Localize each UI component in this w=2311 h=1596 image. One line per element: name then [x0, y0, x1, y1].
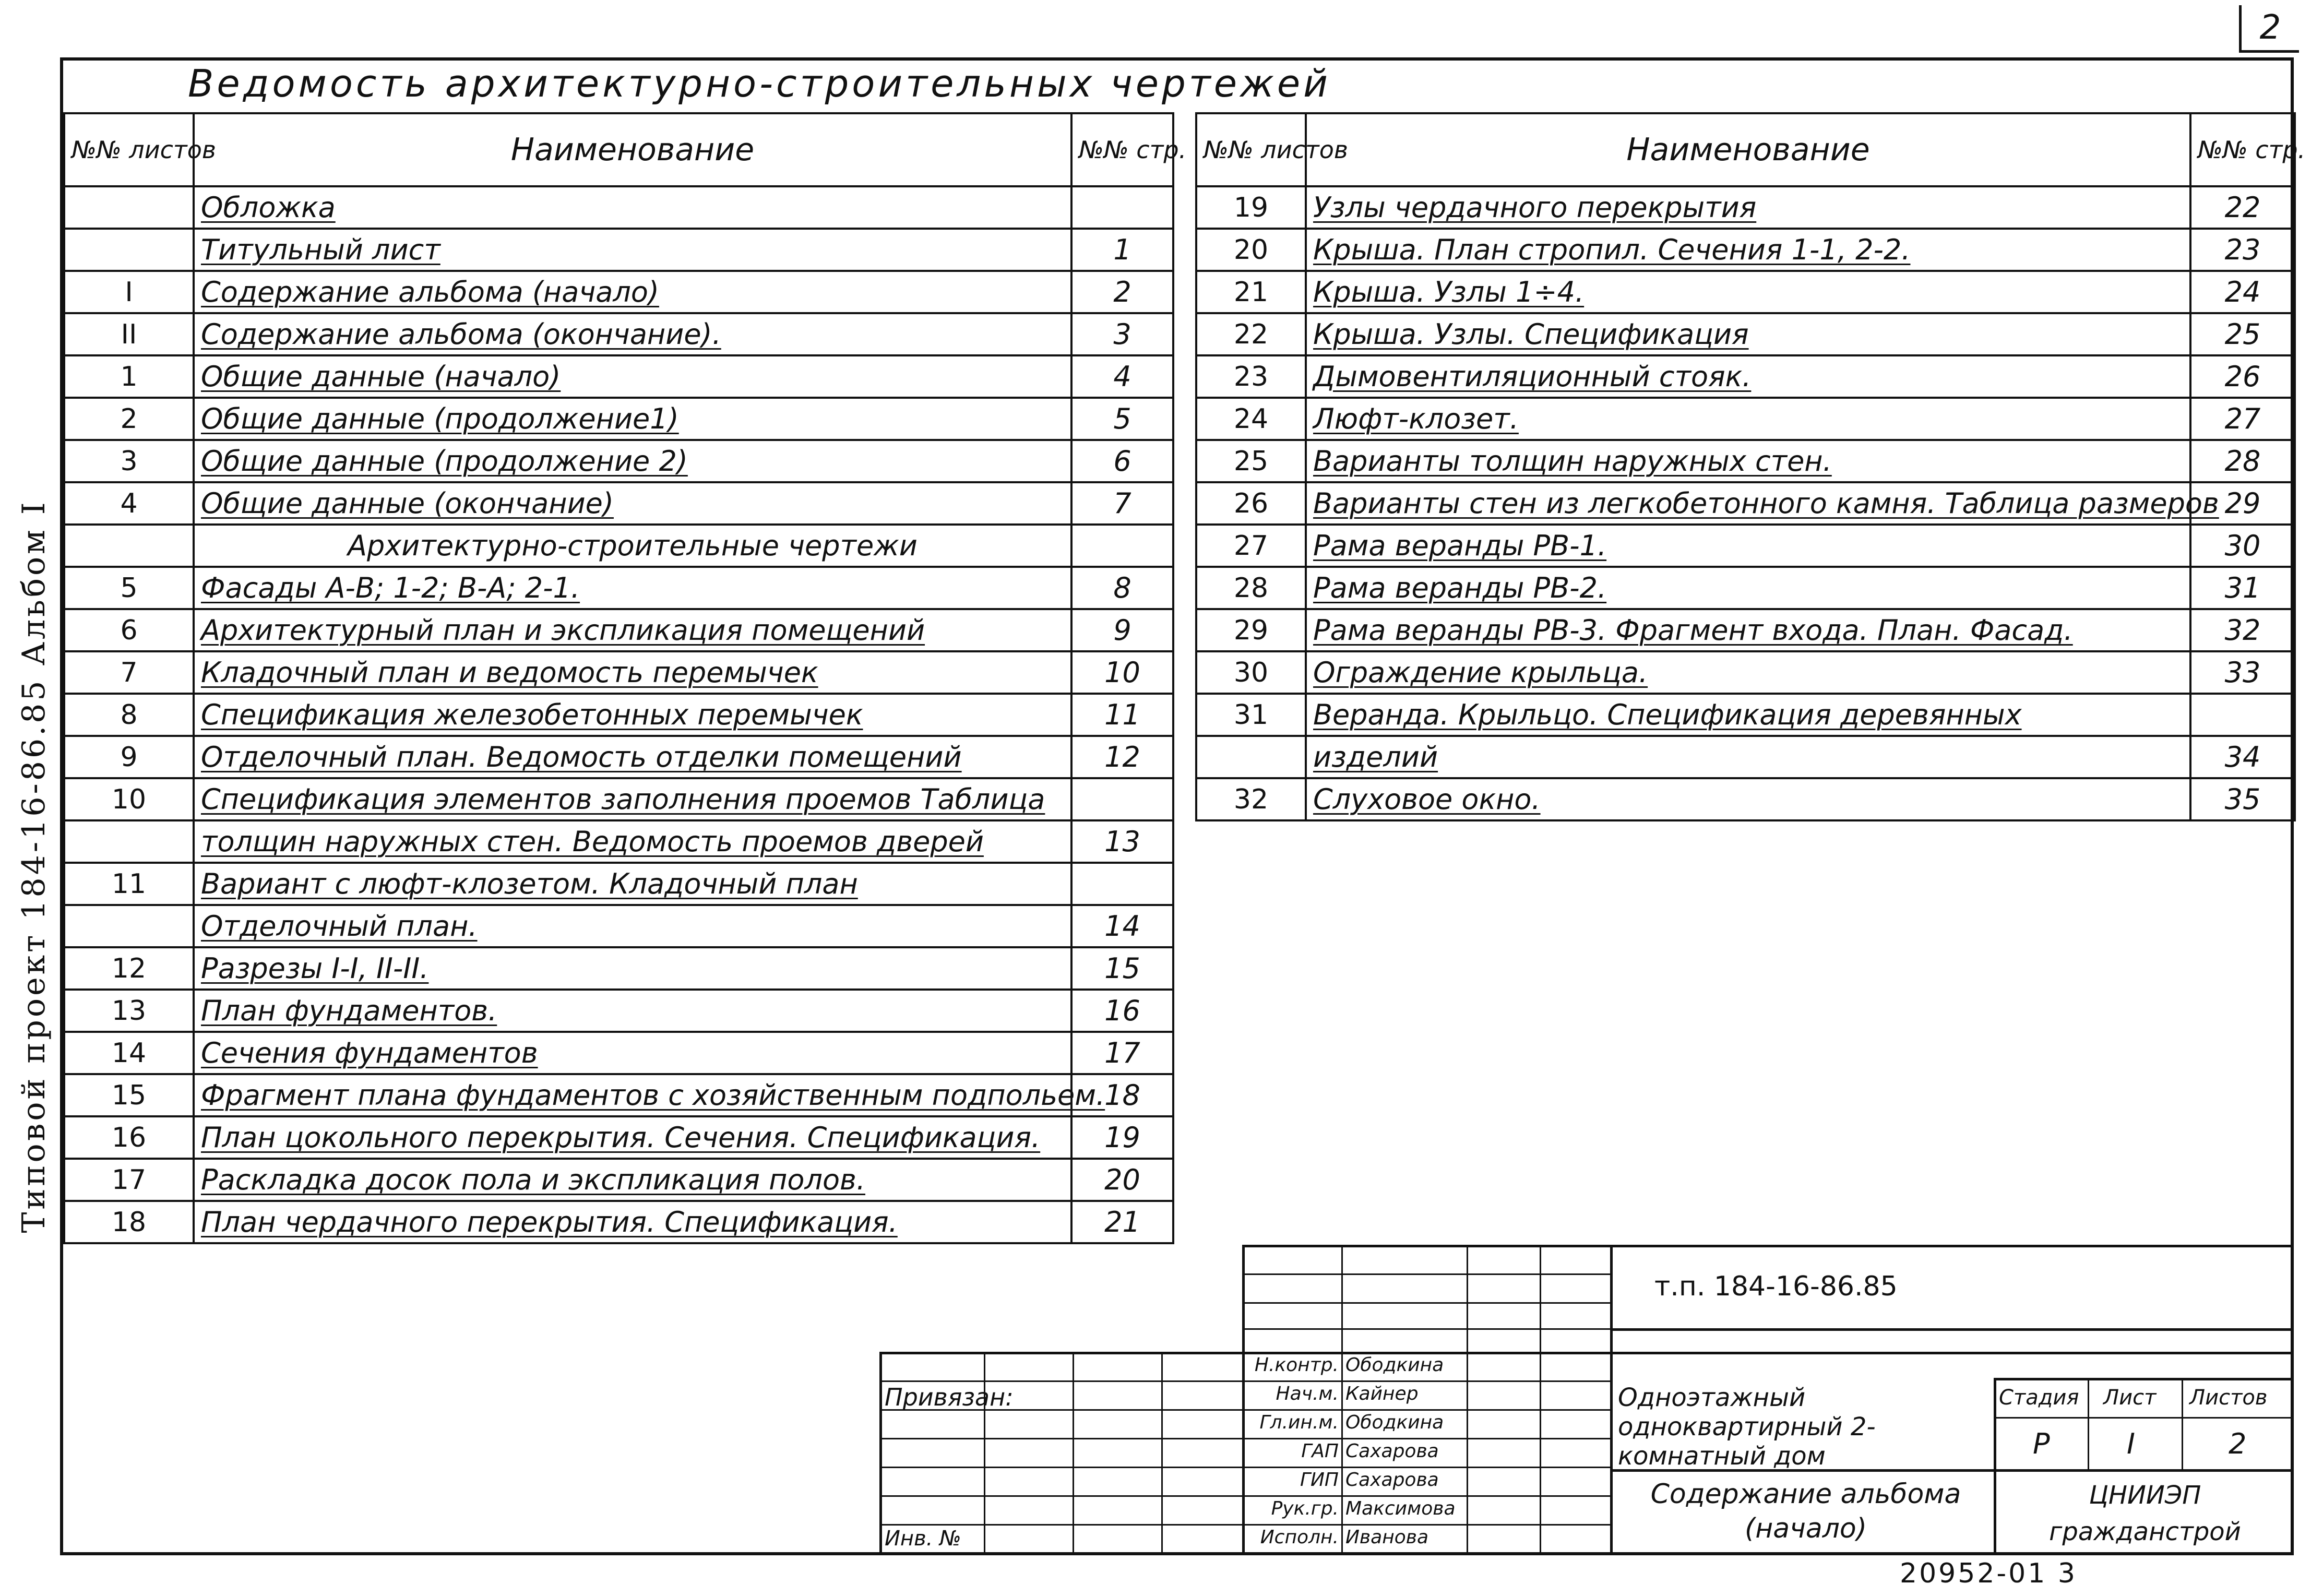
- sheet-name: [194, 947, 1071, 990]
- sheet-name-text: изделий: [1313, 740, 1438, 773]
- signature-name: Иванова: [1345, 1527, 1429, 1548]
- table-row: [1196, 355, 2295, 398]
- sheet-name: [1306, 736, 2190, 778]
- page-number: 16: [1071, 990, 1173, 1032]
- sheet-number: 31: [1196, 694, 1306, 736]
- sheet-name: [1306, 609, 2190, 651]
- sheet-number: 22: [1196, 313, 1306, 355]
- sheet-name: [1306, 651, 2190, 694]
- table-row: [1196, 567, 2295, 609]
- sheet-value: I: [2127, 1427, 2135, 1460]
- sheet-name: [1306, 398, 2190, 440]
- page-number: 13: [1071, 820, 1173, 863]
- page-number: 11: [1071, 694, 1173, 736]
- document-number: 20952-01 3: [1900, 1558, 2077, 1589]
- sheet-name: [194, 1159, 1071, 1201]
- sheet-name: [194, 398, 1071, 440]
- signature-name: Ободкина: [1345, 1412, 1444, 1433]
- page-number: 26: [2190, 355, 2295, 398]
- table-row: [64, 1116, 1173, 1159]
- sheet-number: 2: [64, 398, 194, 440]
- page-number: [1071, 863, 1173, 905]
- table-row: [64, 694, 1173, 736]
- table-row: [64, 778, 1173, 820]
- page-number: 31: [2190, 567, 2295, 609]
- table-row: [1196, 271, 2295, 313]
- section-heading: [194, 525, 1071, 567]
- signature-name: Ободкина: [1345, 1354, 1444, 1376]
- signature-role: Н.контр.: [1254, 1354, 1339, 1376]
- document-title: Ведомость архитектурно-строительных чертежей: [188, 62, 1331, 105]
- sheet-number: 9: [64, 736, 194, 778]
- sheet-number: 1: [64, 355, 194, 398]
- organization-name: ЦНИИЭП гражданстрой: [2049, 1481, 2241, 1546]
- sheet-number: 21: [1196, 271, 1306, 313]
- page-number: 17: [1071, 1032, 1173, 1074]
- page-number: [1071, 778, 1173, 820]
- sheet-number: [64, 229, 194, 271]
- table-row: [64, 905, 1173, 947]
- page-number: 24: [2190, 271, 2295, 313]
- sheet-name: [194, 778, 1071, 820]
- table-row: [64, 609, 1173, 651]
- sheet-name-text: Ограждение крыльца.: [1313, 656, 1648, 689]
- table-row: [64, 525, 1173, 567]
- signature-name: Сахарова: [1345, 1440, 1439, 1462]
- sheet-name: [194, 1074, 1105, 1116]
- sheet-name: [194, 440, 1071, 482]
- column-header-sheet-number: №№ листов: [1196, 113, 1306, 186]
- page-number: 9: [1071, 609, 1173, 651]
- page-number: 22: [2190, 186, 2295, 229]
- page-number: 29: [2190, 482, 2295, 525]
- sheet-number: 4: [64, 482, 194, 525]
- sheet-number: 11: [64, 863, 194, 905]
- table-row: [64, 1074, 1173, 1116]
- sheet-name-text: Слуховое окно.: [1313, 782, 1541, 816]
- page-number: 8: [1071, 567, 1173, 609]
- page-number: 21: [1071, 1201, 1173, 1243]
- sheet-name: [194, 355, 1071, 398]
- sheet-name: [1306, 694, 2190, 736]
- page-number: 28: [2190, 440, 2295, 482]
- sheet-number: 19: [1196, 186, 1306, 229]
- table-row: [1196, 186, 2295, 229]
- sheet-name: [194, 651, 1071, 694]
- project-code: т.п. 184-16-86.85: [1654, 1271, 1898, 1302]
- sheet-number: 12: [64, 947, 194, 990]
- signature-role: ГАП: [1301, 1440, 1339, 1462]
- table-row: [1196, 525, 2295, 567]
- sheet-number: 10: [64, 778, 194, 820]
- sheet-number: I: [64, 271, 194, 313]
- page-number: 32: [2190, 609, 2295, 651]
- sheet-name: [194, 1201, 1071, 1243]
- table-row: [64, 1201, 1173, 1243]
- page-number: 3: [1071, 313, 1173, 355]
- sheet-name-text: Архитектурно-строительные чертежи: [348, 529, 918, 562]
- sheet-name-text: Раскладка досок пола и экспликация полов.: [201, 1163, 865, 1196]
- sheet-name-text: Крыша. Узлы 1÷4.: [1313, 275, 1585, 308]
- sheet-name: [194, 905, 1071, 947]
- table-row: [64, 186, 1173, 229]
- sheet-number: 32: [1196, 778, 1306, 820]
- sheet-number: 25: [1196, 440, 1306, 482]
- sheet-name: [194, 694, 1071, 736]
- sheet-name-text: Разрезы I-I, II-II.: [201, 951, 429, 985]
- page-number: 12: [1071, 736, 1173, 778]
- table-row: [1196, 694, 2295, 736]
- sheet-name: [194, 736, 1071, 778]
- sheet-name-text: Крыша. Узлы. Спецификация: [1313, 317, 1749, 351]
- sheet-name-text: Содержание альбома (окончание).: [201, 317, 721, 351]
- sheet-number: [1196, 736, 1306, 778]
- sheet-name-text: Крыша. План стропил. Сечения 1-1, 2-2.: [1313, 233, 1911, 266]
- sheet-name: [1306, 567, 2190, 609]
- page-number: 14: [1071, 905, 1173, 947]
- sheet-name: [1306, 525, 2190, 567]
- sheets-value: 2: [2229, 1427, 2247, 1460]
- page-number: 25: [2190, 313, 2295, 355]
- sheet-name-text: Рама веранды РВ-3. Фрагмент входа. План. Фасад.: [1313, 613, 2073, 647]
- drawings-list-right: [1195, 112, 2306, 821]
- page-number: 4: [1071, 355, 1173, 398]
- sheet-name-text: Спецификация элементов заполнения проемов Таблица: [201, 782, 1045, 816]
- table-row: [1196, 778, 2295, 820]
- table-row: [64, 1159, 1173, 1201]
- sheet-name: [194, 482, 1071, 525]
- signature-role: Рук.гр.: [1271, 1498, 1339, 1519]
- sheet-name-text: Рама веранды РВ-1.: [1313, 529, 1607, 562]
- sheet-name: [194, 567, 1071, 609]
- sheet-number: [64, 525, 194, 567]
- table-row: [64, 271, 1173, 313]
- table-row: [64, 567, 1173, 609]
- stage-value: Р: [2033, 1427, 2050, 1460]
- sheet-name: [194, 229, 1071, 271]
- table-row: [1196, 398, 2295, 440]
- sheet-name-text: План цокольного перекрытия. Сечения. Спецификация.: [201, 1121, 1041, 1154]
- table-row: [64, 863, 1173, 905]
- sheet-title: Содержание альбома (начало): [1650, 1479, 1961, 1544]
- sheet-number: 29: [1196, 609, 1306, 651]
- sheet-number: 3: [64, 440, 194, 482]
- page-number: 18: [1071, 1074, 1173, 1116]
- table-row: [64, 1032, 1173, 1074]
- signature-name: Сахарова: [1345, 1469, 1439, 1491]
- sheet-name-text: Люфт-клозет.: [1313, 402, 1519, 435]
- sheet-label: Лист: [2103, 1386, 2157, 1410]
- sheet-name-text: толщин наружных стен. Ведомость проемов дверей: [201, 825, 984, 858]
- sheets-label: Листов: [2189, 1386, 2268, 1410]
- column-header-page: №№ стр.: [2190, 113, 2295, 186]
- signature-name: Кайнер: [1345, 1383, 1419, 1404]
- sheet-name-text: Дымовентиляционный стояк.: [1313, 360, 1752, 393]
- page-number: [1071, 525, 1173, 567]
- sheet-name-text: Варианты толщин наружных стен.: [1313, 444, 1832, 478]
- sheet-name-text: Сечения фундаментов: [201, 1036, 538, 1069]
- sheet-number: 23: [1196, 355, 1306, 398]
- page-number: 27: [2190, 398, 2295, 440]
- sheet-name-text: Спецификация железобетонных перемычек: [201, 698, 863, 731]
- sheet-name: [1306, 778, 2190, 820]
- sheet-name-text: Узлы чердачного перекрытия: [1313, 190, 1757, 224]
- sheet-name: [194, 271, 1071, 313]
- sheet-name-text: План чердачного перекрытия. Спецификация.: [201, 1205, 898, 1238]
- table-row: [1196, 229, 2295, 271]
- sheet-number: 28: [1196, 567, 1306, 609]
- signature-name: Максимова: [1345, 1498, 1456, 1519]
- sheet-number: [64, 905, 194, 947]
- page-number: 7: [1071, 482, 1173, 525]
- sheet-name: [1306, 229, 2190, 271]
- drawings-list-left: [63, 112, 1187, 1244]
- building-name: Одноэтажный одноквартирный 2-комнатный дом: [1618, 1383, 1876, 1471]
- sheet-name: [194, 820, 1071, 863]
- sheet-name: [1306, 271, 2190, 313]
- sheet-name-text: Титульный лист: [201, 233, 440, 266]
- sheet-number: [64, 186, 194, 229]
- sheet-number: 8: [64, 694, 194, 736]
- sheet-name-text: Общие данные (продолжение 2): [201, 444, 688, 478]
- sheet-number: 15: [64, 1074, 194, 1116]
- sheet-number: 24: [1196, 398, 1306, 440]
- page-number: 19: [1071, 1116, 1173, 1159]
- sheet-name-text: План фундаментов.: [201, 994, 497, 1027]
- table-row: [64, 736, 1173, 778]
- signature-role: Гл.ин.м.: [1259, 1412, 1339, 1433]
- page-number: 35: [2190, 778, 2295, 820]
- signature-role: ГИП: [1300, 1469, 1339, 1491]
- stage-label: Стадия: [1999, 1386, 2079, 1410]
- sheet-number: 5: [64, 567, 194, 609]
- project-album-label: Типовой проект 184-16-86.85 Альбом I: [16, 499, 52, 1233]
- column-header-name: Наименование: [194, 113, 1071, 186]
- sheet-name: [1306, 186, 2190, 229]
- table-row: [64, 482, 1173, 525]
- table-row: [64, 990, 1173, 1032]
- sheet-number: 16: [64, 1116, 194, 1159]
- sheet-name-text: Кладочный план и ведомость перемычек: [201, 656, 818, 689]
- sheet-name-text: Отделочный план. Ведомость отделки помещений: [201, 740, 962, 773]
- page-number: 6: [1071, 440, 1173, 482]
- sheet-name: [194, 609, 1071, 651]
- sheet-number: 7: [64, 651, 194, 694]
- sheet-number: 17: [64, 1159, 194, 1201]
- sheet-number: [64, 820, 194, 863]
- page-number: 5: [1071, 398, 1173, 440]
- table-row: [1196, 736, 2295, 778]
- table-row: [64, 440, 1173, 482]
- sheet-number: 13: [64, 990, 194, 1032]
- sheet-name-text: Рама веранды РВ-2.: [1313, 571, 1607, 604]
- sheet-name: [194, 1116, 1071, 1159]
- page-number: 33: [2190, 651, 2295, 694]
- table-row: [1196, 609, 2295, 651]
- sheet-name-text: Общие данные (продолжение1): [201, 402, 679, 435]
- sheet-name: [1306, 482, 2219, 525]
- table-row: [1196, 440, 2295, 482]
- page-number: [1071, 186, 1173, 229]
- page-number: 10: [1071, 651, 1173, 694]
- column-header-sheet-number: №№ листов: [64, 113, 194, 186]
- column-header-name: Наименование: [1306, 113, 2190, 186]
- sheet-name-text: Фрагмент плана фундаментов с хозяйственным подпольем.: [201, 1078, 1105, 1112]
- sheet-name-text: Отделочный план.: [201, 909, 478, 943]
- sheet-name-text: Веранда. Крыльцо. Спецификация деревянных: [1313, 698, 2022, 731]
- sheet-name: [194, 186, 1071, 229]
- page-number: 20: [1071, 1159, 1173, 1201]
- page-number: 23: [2190, 229, 2295, 271]
- sheet-name: [194, 863, 1071, 905]
- sheet-name-text: Архитектурный план и экспликация помещений: [201, 613, 925, 647]
- table-row: [64, 947, 1173, 990]
- privyazan-label: Привязан:: [885, 1383, 1014, 1411]
- table-row: [1196, 651, 2295, 694]
- sheet-name: [1306, 355, 2190, 398]
- inventory-number-label: Инв. №: [885, 1527, 961, 1551]
- column-header-page: №№ стр.: [1071, 113, 1173, 186]
- sheet-name-text: Фасады А-В; 1-2; В-А; 2-1.: [201, 571, 580, 604]
- sheet-number: 6: [64, 609, 194, 651]
- table-row: [64, 355, 1173, 398]
- sheet-name: [194, 990, 1071, 1032]
- table-row: [64, 229, 1173, 271]
- sidebar-stamp: [10, 219, 57, 1233]
- page-number: 2: [1071, 271, 1173, 313]
- sheet-name: [194, 1032, 1071, 1074]
- sheet-number: 27: [1196, 525, 1306, 567]
- page-number: 34: [2190, 736, 2295, 778]
- sheet-number: 30: [1196, 651, 1306, 694]
- sheet-number: 18: [64, 1201, 194, 1243]
- sheet-name-text: Вариант с люфт-клозетом. Кладочный план: [201, 867, 858, 900]
- sheet-number: 26: [1196, 482, 1306, 525]
- page-number: 1: [1071, 229, 1173, 271]
- sheet-name-text: Содержание альбома (начало): [201, 275, 659, 308]
- page-number: 15: [1071, 947, 1173, 990]
- sheet-number: II: [64, 313, 194, 355]
- page-number: [2190, 694, 2295, 736]
- sheet-name-text: Общие данные (окончание): [201, 486, 614, 520]
- sheet-number: 14: [64, 1032, 194, 1074]
- table-row: [1196, 482, 2295, 525]
- sheet-name: [1306, 313, 2190, 355]
- table-row: [64, 313, 1173, 355]
- sheet-name-text: Общие данные (начало): [201, 360, 561, 393]
- signature-role: Исполн.: [1260, 1527, 1339, 1548]
- table-row: [64, 820, 1173, 863]
- sheet-name-text: Варианты стен из легкобетонного камня. Таблица размеров: [1313, 486, 2219, 520]
- page-number: 30: [2190, 525, 2295, 567]
- table-row: [1196, 313, 2295, 355]
- table-row: [64, 651, 1173, 694]
- sheet-number: 20: [1196, 229, 1306, 271]
- sheet-name-text: Обложка: [201, 190, 336, 224]
- sheet-name: [1306, 440, 2190, 482]
- sheet-name: [194, 313, 1071, 355]
- sheet-corner-number: 2: [2239, 5, 2299, 53]
- table-row: [64, 398, 1173, 440]
- signature-role: Нач.м.: [1276, 1383, 1339, 1404]
